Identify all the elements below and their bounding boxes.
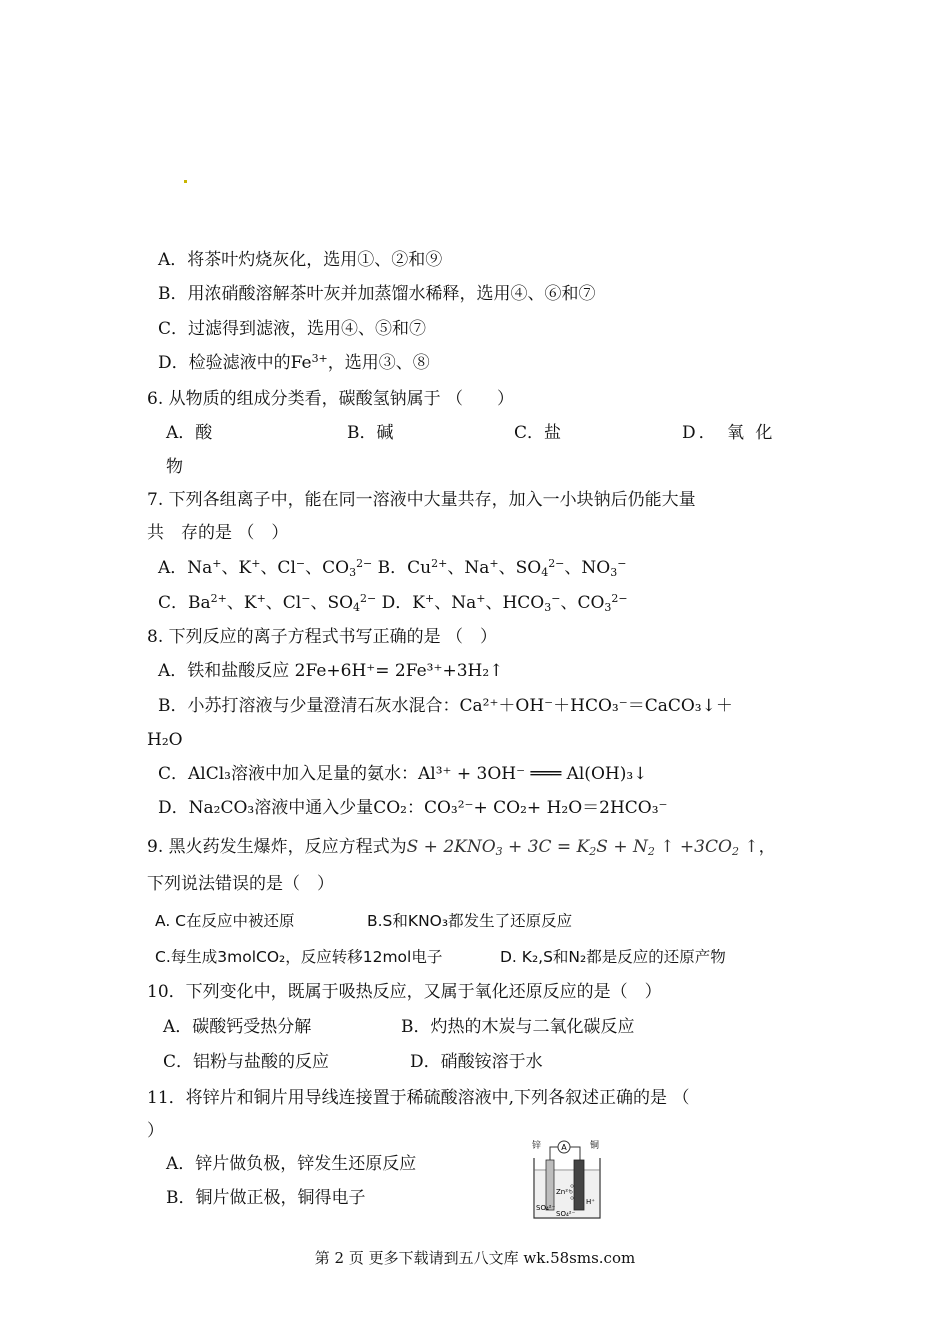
q6-stem: 6. 从物质的组成分类看，碳酸氢钠属于 （ ）: [147, 389, 515, 409]
q6-option-c: C．盐: [514, 423, 562, 443]
q5-option-c: C．过滤得到滤液，选用④、⑤和⑦: [158, 319, 427, 339]
copper-electrode: [574, 1160, 584, 1210]
q5-option-d-pre: D．检验滤液中的Fe: [158, 353, 312, 373]
galvanic-cell-figure: [528, 1138, 608, 1222]
q5-option-d: [158, 352, 430, 374]
q7-stem-1: 7. 下列各组离子中，能在同一溶液中大量共存，加入一小块钠后仍能大量: [147, 490, 696, 510]
q9-stem-post: ，: [758, 837, 776, 857]
copper-label: 铜: [590, 1141, 600, 1151]
q10-option-a: A．碳酸钙受热分解: [163, 1017, 312, 1037]
q9-option-b: B.S和KNO₃都发生了还原反应: [367, 912, 573, 930]
q7-options-ab: A．Na+、K+、Cl−、$CO_3^{2-}$ B．$Cu^{2+}$、Na+、$SO_4^{2-}$、$NO_3^-$: [158, 557, 627, 579]
q7-options-cd: C．$Ba^{2+}$、K+、Cl−、$SO_4^{2-}$ D．K+、Na+、$HCO_3^-$、$CO_3^{2-}$: [158, 592, 628, 614]
q11-stem-1: 11．将锌片和铜片用导线连接置于稀硫酸溶液中,下列各叙述正确的是 （: [147, 1088, 690, 1108]
q8-option-b-2: H₂O: [147, 730, 183, 750]
q11-option-b: B．铜片做正极，铜得电子: [166, 1188, 366, 1208]
q5-option-d-post: ，选用③、⑧: [327, 353, 430, 373]
q9-option-c: C.每生成3molCO₂，反应转移12mol电子: [155, 948, 443, 966]
q9-option-d: D. K₂,S和N₂都是反应的还原产物: [500, 948, 726, 966]
q6-option-d-cont: 物: [166, 457, 183, 477]
q5-option-b: B．用浓硝酸溶解茶叶灰并加蒸馏水稀释，选用④、⑥和⑦: [158, 284, 596, 304]
q10-option-d: D．硝酸铵溶于水: [410, 1052, 543, 1072]
q10-option-c: C．铝粉与盐酸的反应: [163, 1052, 330, 1072]
zinc-label: 锌: [532, 1141, 542, 1151]
q9-stem-pre: 9. 黑火药发生爆炸，反应方程式为: [147, 837, 407, 857]
decorative-dot: [184, 180, 187, 183]
q6-option-a: A．酸: [166, 423, 213, 443]
q9-stem: [147, 836, 776, 858]
so4-mid-label: SO₄²⁻: [556, 1210, 576, 1218]
q11-stem-2: ）: [147, 1121, 164, 1141]
zinc-electrode: [546, 1160, 554, 1210]
zn-ion-label: Zn²⁺: [556, 1188, 572, 1196]
q11-option-a: A．锌片做负极，锌发生还原反应: [166, 1154, 417, 1174]
q9-stem-2: 下列说法错误的是（ ）: [147, 874, 334, 894]
q8-stem: 8. 下列反应的离子方程式书写正确的是 （ ）: [147, 627, 498, 647]
q8-option-c: C．AlCl₃溶液中加入足量的氨水：Al³⁺ + 3OH⁻ ═══ Al(OH)₃↓: [158, 764, 648, 784]
q8-option-b-1: B．小苏打溶液与少量澄清石灰水混合：Ca²⁺＋OH⁻＋HCO₃⁻＝CaCO₃↓＋: [158, 696, 733, 716]
q10-stem: 10．下列变化中，既属于吸热反应，又属于氧化还原反应的是（ ）: [147, 982, 662, 1002]
q5-option-a: A．将茶叶灼烧灰化，选用①、②和⑨: [158, 250, 443, 270]
h-ion-label: H⁺: [586, 1198, 595, 1206]
page-footer: 第 2 页 更多下载请到五八文库 wk.58sms.com: [314, 1249, 636, 1267]
so4-left-label: SO₄²⁻: [536, 1204, 556, 1212]
q9-option-a: A. C在反应中被还原: [155, 912, 295, 930]
q6-option-d: D． 氧 化: [682, 423, 776, 443]
q7-stem-2: 共 存的是 （ ）: [147, 523, 289, 543]
q8-option-d: D．Na₂CO₃溶液中通入少量CO₂：CO₃²⁻+ CO₂+ H₂O＝2HCO₃⁻: [158, 798, 668, 818]
q9-equation: $S + 2KNO_3 + 3C = K_2S + N_2$ ↑ $+3CO_2$ ↑: [406, 837, 759, 858]
q8-option-a: A．铁和盐酸反应 2Fe+6H⁺= 2Fe³⁺+3H₂↑: [158, 661, 504, 681]
q5-option-d-sup: 3+: [311, 352, 328, 365]
meter-label: A: [561, 1143, 567, 1152]
q10-option-b: B．灼热的木炭与二氧化碳反应: [401, 1017, 635, 1037]
q6-option-b: B．碱: [347, 423, 394, 443]
